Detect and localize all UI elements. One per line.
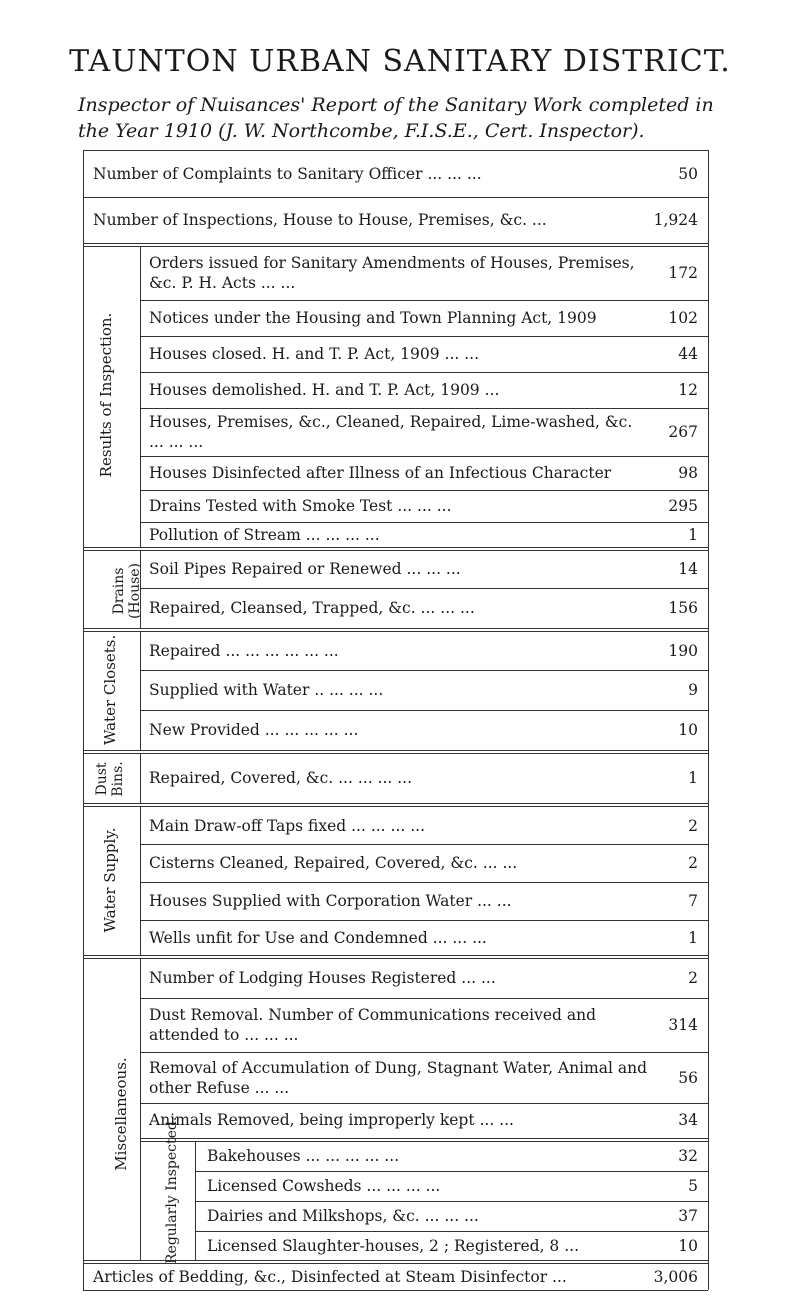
table-top-border (83, 150, 708, 151)
table-row: Main Draw-off Taps fixed ... ... ... ... 2 (149, 817, 698, 835)
table-row: Repaired, Cleansed, Trapped, &c. ... ... ... 156 (149, 599, 698, 617)
section-heading-dust-bins: Dust Bins. (94, 761, 126, 797)
table-row: Supplied with Water .. ... ... ... 9 (149, 681, 698, 699)
table-row: New Provided ... ... ... ... ... 10 (149, 721, 698, 739)
table-row: Drains Tested with Smoke Test ... ... ... 295 (149, 497, 698, 515)
table-row: Licensed Slaughter-houses, 2 ; Registered, 8 ... 10 (207, 1237, 698, 1255)
table-row: Orders issued for Sanitary Amendments of Houses, Premises, &c. P. H. Acts ... ... 172 (149, 254, 698, 292)
table-row: Houses, Premises, &c., Cleaned, Repaired, Lime-washed, &c. ... ... ... 267 (149, 413, 698, 451)
table-row: Repaired ... ... ... ... ... ... 190 (149, 642, 698, 660)
table-row: Wells unfit for Use and Condemned ... ... ... 1 (149, 929, 698, 947)
table-bottom-border (83, 1290, 708, 1291)
table-row: Repaired, Covered, &c. ... ... ... ... 1 (149, 769, 698, 787)
table-right-border (708, 150, 709, 1290)
table-row: Removal of Accumulation of Dung, Stagnant Water, Animal and other Refuse ... ... 56 (149, 1059, 698, 1097)
table-row: Notices under the Housing and Town Planning Act, 1909 102 (149, 309, 698, 327)
table-row: Pollution of Stream ... ... ... ... 1 (149, 526, 698, 544)
section-heading-results: Results of Inspection. (97, 312, 115, 478)
table-left-border (83, 150, 84, 1290)
section-heading-water-closets: Water Closets. (101, 634, 119, 745)
table-row: Dairies and Milkshops, &c. ... ... ... 37 (207, 1207, 698, 1225)
section-heading-miscellaneous: Miscellaneous. (112, 1057, 130, 1171)
document-subtitle: Inspector of Nuisances' Report of the Sanitary Work completed in the Year 1910 (J. W. Northcombe, F.I.S.E., Cert. Inspector). (78, 94, 714, 142)
table-row: Articles of Bedding, &c., Disinfected at Steam Disinfector ... 3,006 (93, 1268, 698, 1286)
section-heading-water-supply: Water Supply. (101, 827, 119, 933)
table-row: Houses Disinfected after Illness of an Infectious Character 98 (149, 464, 698, 482)
table-row: Houses closed. H. and T. P. Act, 1909 ... ... 44 (149, 345, 698, 363)
table-row: Houses demolished. H. and T. P. Act, 1909 ... 12 (149, 381, 698, 399)
section-heading-regularly-inspected: Regularly Inspected. (164, 1116, 180, 1264)
section-heading-drains: Drains (House) (111, 562, 143, 620)
table-row: Dust Removal. Number of Communications received and attended to ... ... ... 314 (149, 1006, 698, 1044)
document-title: TAUNTON URBAN SANITARY DISTRICT. (69, 44, 731, 79)
table-row: Soil Pipes Repaired or Renewed ... ... ... 14 (149, 560, 698, 578)
table-row: Number of Complaints to Sanitary Officer ... ... ... 50 (93, 165, 698, 183)
table-row: Licensed Cowsheds ... ... ... ... 5 (207, 1177, 698, 1195)
table-row: Bakehouses ... ... ... ... ... 32 (207, 1147, 698, 1165)
table-row: Animals Removed, being improperly kept ... ... 34 (149, 1111, 698, 1129)
table-row: Number of Inspections, House to House, Premises, &c. ... 1,924 (93, 211, 698, 229)
report-table (83, 150, 708, 1290)
table-row: Cisterns Cleaned, Repaired, Covered, &c. ... ... 2 (149, 854, 698, 872)
table-row: Houses Supplied with Corporation Water ... ... 7 (149, 892, 698, 910)
table-row: Number of Lodging Houses Registered ... ... 2 (149, 969, 698, 987)
